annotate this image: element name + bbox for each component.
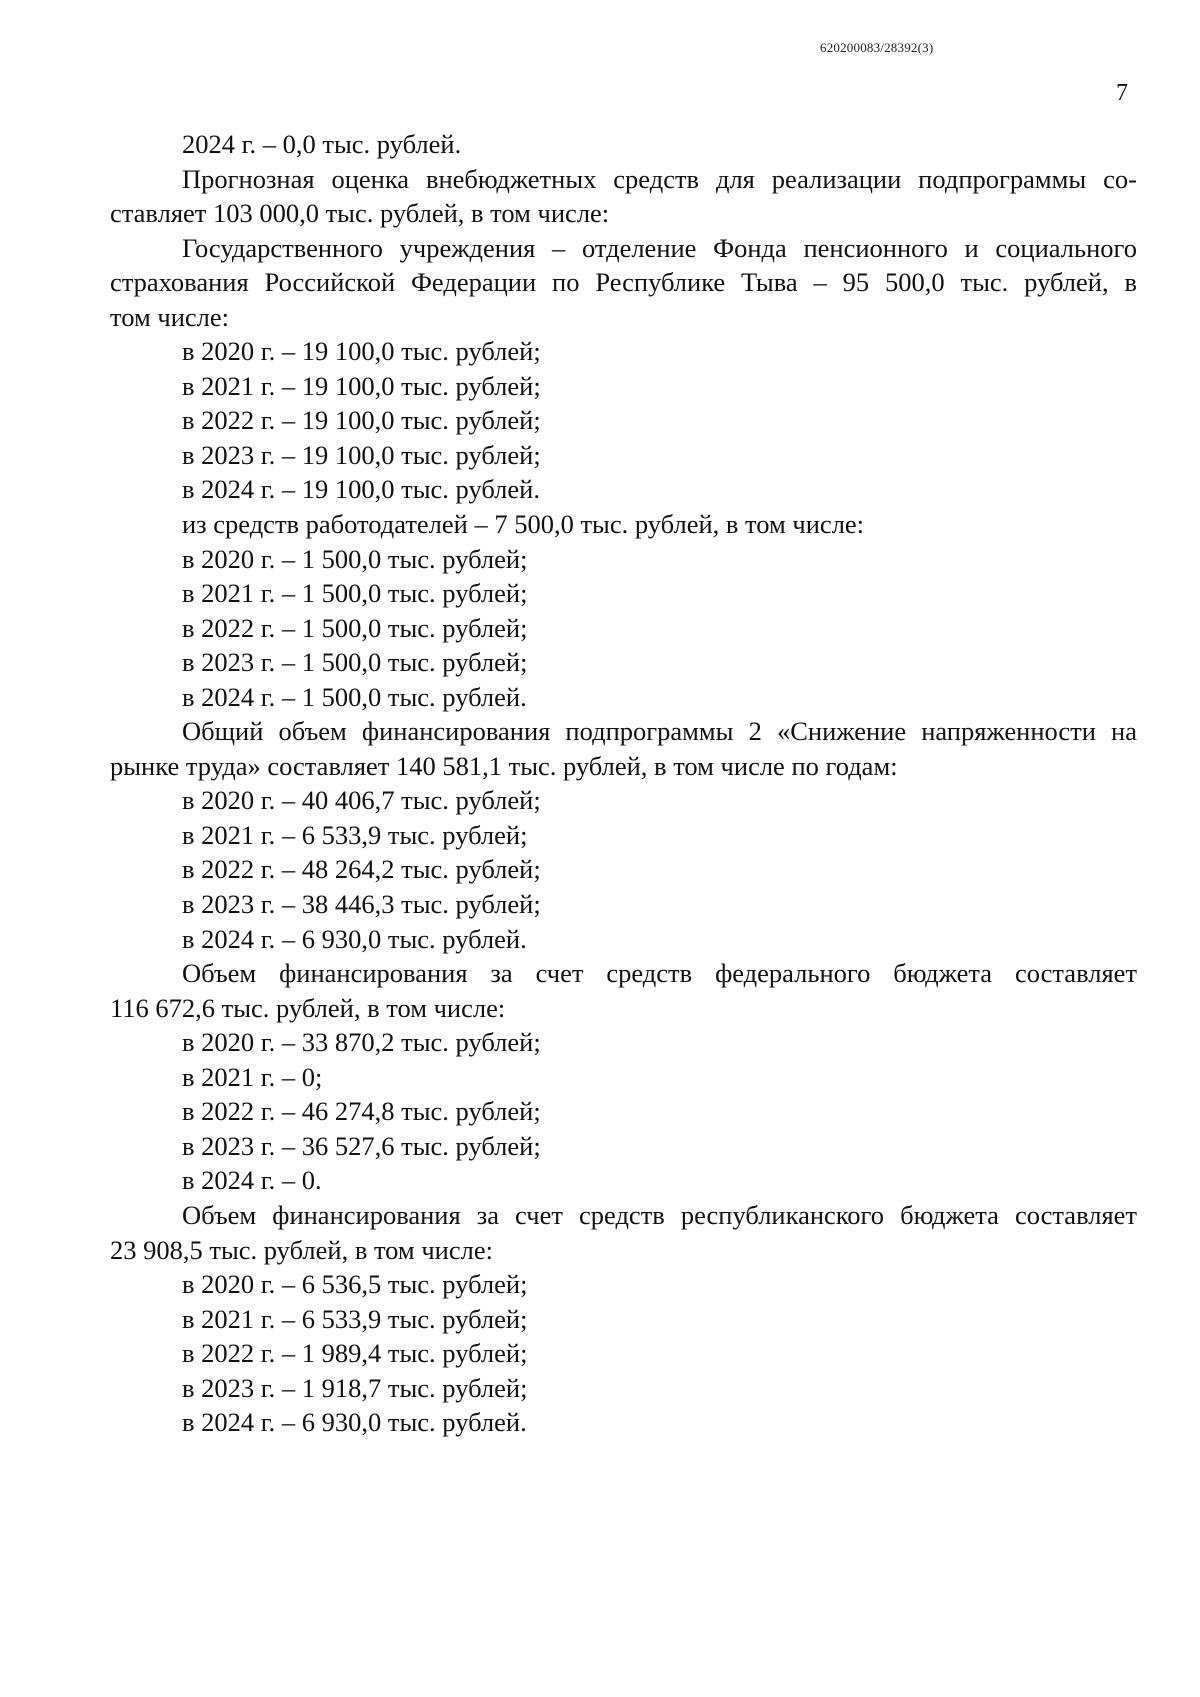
list-item: в 2024 г. – 19 100,0 тыс. рублей. <box>182 474 540 505</box>
list-item: в 2024 г. – 6 930,0 тыс. рублей. <box>182 923 527 954</box>
list-item: в 2022 г. – 1 989,4 тыс. рублей; <box>182 1338 528 1369</box>
paragraph-line: ставляет 103 000,0 тыс. рублей, в том числе: <box>110 198 610 229</box>
list-item: в 2024 г. – 0. <box>182 1165 322 1196</box>
list-item: в 2023 г. – 38 446,3 тыс. рублей; <box>182 889 541 920</box>
list-item: в 2021 г. – 6 533,9 тыс. рублей; <box>182 819 528 850</box>
paragraph-line: из средств работодателей – 7 500,0 тыс. рублей, в том числе: <box>182 509 865 540</box>
paragraph-line: 116 672,6 тыс. рублей, в том числе: <box>110 992 506 1023</box>
list-item: в 2023 г. – 36 527,6 тыс. рублей; <box>182 1130 541 1161</box>
document-body <box>110 127 1137 1440</box>
list-item: в 2022 г. – 1 500,0 тыс. рублей; <box>182 612 528 643</box>
list-item: в 2020 г. – 19 100,0 тыс. рублей; <box>182 336 541 367</box>
paragraph-line: Прогнозная оценка внебюджетных средств для реализации подпрограммы со- <box>182 163 1137 194</box>
list-item: в 2024 г. – 6 930,0 тыс. рублей. <box>182 1407 527 1438</box>
paragraph-line: том числе: <box>110 301 229 332</box>
paragraph-line: Общий объем финансирования подпрограммы 2 «Снижение напряженности на <box>182 716 1137 747</box>
list-item: в 2022 г. – 48 264,2 тыс. рублей; <box>182 854 541 885</box>
paragraph-line: 23 908,5 тыс. рублей, в том числе: <box>110 1234 493 1265</box>
page-number: 7 <box>1116 80 1128 106</box>
paragraph-line: Объем финансирования за счет средств федерального бюджета составляет <box>182 958 1137 989</box>
text-line: 2024 г. – 0,0 тыс. рублей. <box>182 129 462 159</box>
list-item: в 2023 г. – 19 100,0 тыс. рублей; <box>182 439 541 470</box>
list-item: в 2021 г. – 1 500,0 тыс. рублей; <box>182 578 528 609</box>
list-item: в 2021 г. – 0; <box>182 1061 323 1092</box>
paragraph-line: страхования Российской Федерации по Республике Тыва – 95 500,0 тыс. рублей, в <box>110 267 1137 298</box>
list-item: в 2020 г. – 33 870,2 тыс. рублей; <box>182 1027 541 1058</box>
list-item: в 2024 г. – 1 500,0 тыс. рублей. <box>182 681 527 712</box>
paragraph-line: рынке труда» составляет 140 581,1 тыс. рублей, в том числе по годам: <box>110 750 898 781</box>
list-item: в 2023 г. – 1 500,0 тыс. рублей; <box>182 647 528 678</box>
list-item: в 2022 г. – 46 274,8 тыс. рублей; <box>182 1096 541 1127</box>
document-id: 620200083/28392(3) <box>820 40 934 55</box>
paragraph-line: Объем финансирования за счет средств республиканского бюджета составляет <box>182 1199 1137 1230</box>
list-item: в 2020 г. – 40 406,7 тыс. рублей; <box>182 785 541 816</box>
list-item: в 2023 г. – 1 918,7 тыс. рублей; <box>182 1372 528 1403</box>
list-item: в 2020 г. – 1 500,0 тыс. рублей; <box>182 543 528 574</box>
list-item: в 2022 г. – 19 100,0 тыс. рублей; <box>182 405 541 436</box>
list-item: в 2021 г. – 6 533,9 тыс. рублей; <box>182 1303 528 1334</box>
list-item: в 2021 г. – 19 100,0 тыс. рублей; <box>182 370 541 401</box>
list-item: в 2020 г. – 6 536,5 тыс. рублей; <box>182 1269 528 1300</box>
paragraph-line: Государственного учреждения – отделение Фонда пенсионного и социального <box>182 232 1137 263</box>
